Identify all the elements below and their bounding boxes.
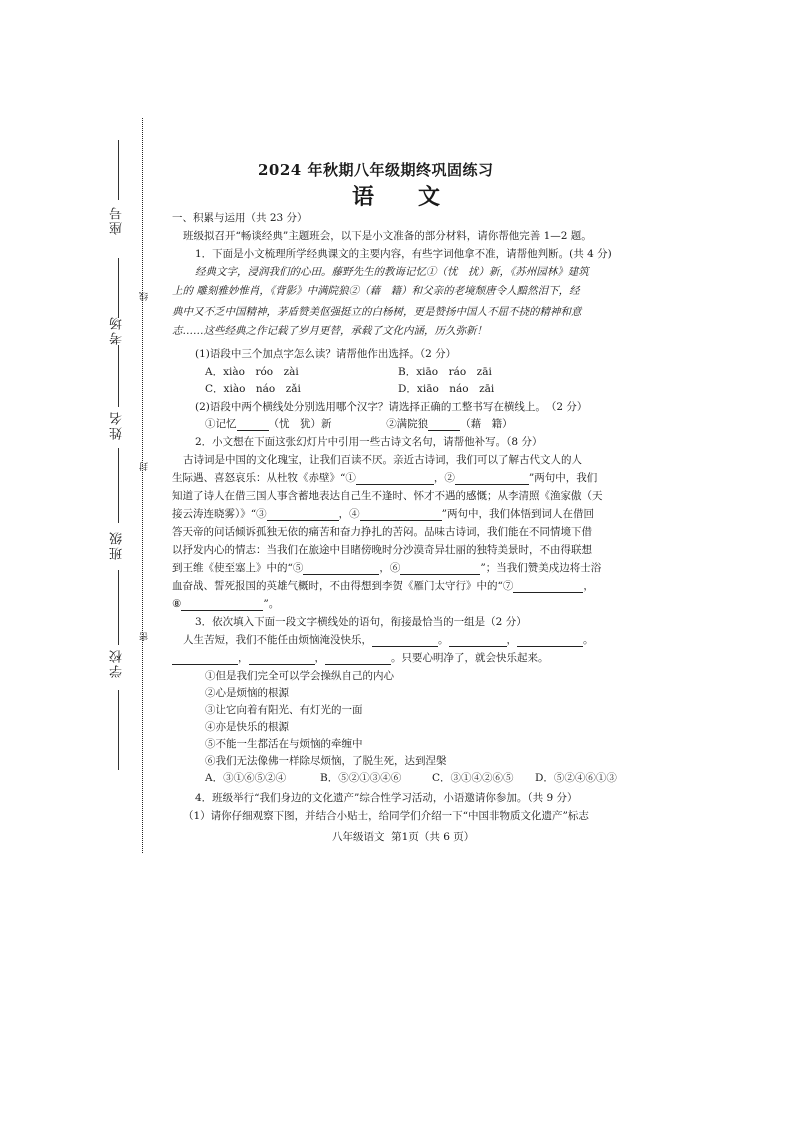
school-label: 学校 <box>110 648 125 678</box>
q1-sub1-stem: (1)语段中三个加点字怎么读？请帮他作出选择。（2 分） <box>195 348 457 360</box>
exam-room-field[interactable] <box>118 258 119 318</box>
q1-option-b[interactable]: B．xiāo ráo zāi <box>398 366 492 378</box>
q1-passage-line-2: 上的 雕刻雅妙惟肖，《背影》中满院狼②（藉 籍）和父亲的老境颓唐令人黯然泪下，经 <box>172 285 580 297</box>
q3-item-3: ③让它向着有阳光、有灯光的一面 <box>205 704 363 716</box>
school-field[interactable] <box>118 570 119 645</box>
q3-item-4: ④亦是快乐的根源 <box>205 721 289 733</box>
q3-blank-1[interactable] <box>372 635 438 647</box>
q2-line-2-text: 生际遇、喜怒哀乐：从杜牧《赤壁》“① <box>172 472 356 484</box>
q2-line-8-text: 血奋战、誓死报国的英雄气概时，不由得想到李贺《雁门太守行》中的“⑦ <box>172 580 514 592</box>
q1-passage-line-1: 经典文字，浸润我们的心田。藤野先生的教诲记忆①（忧 扰）新，《苏州园林》建筑 <box>195 266 589 278</box>
q3-lead-row: 人生苦短，我们不能任由烦恼淹没快乐， 。 ， 。 <box>183 634 594 646</box>
q3-item-6: ⑥我们无法像佛一样除尽烦恼，了脱生死，达到涅槃 <box>205 755 447 767</box>
name-label: 姓名 <box>110 410 125 440</box>
q2-stem: 2．小文想在下面这张幻灯片中引用一些古诗文名句，请帮他补写。（8 分） <box>195 436 543 448</box>
q2-sep-2: ，② <box>433 472 455 484</box>
q3-option-b[interactable]: B．⑤②①③④⑥ <box>320 772 402 784</box>
q2-blank-7[interactable] <box>513 581 583 593</box>
q1-fill2-hint: （藉 籍） <box>460 418 513 430</box>
q2-line-4-text: 接云涛连晓雾）》“③ <box>172 508 267 520</box>
q2-line-7-text: 到王维《使至塞上》中的“⑤ <box>172 562 304 574</box>
binding-dotted-line <box>142 118 144 853</box>
section-heading: 一、积累与运用（共 23 分） <box>172 212 308 224</box>
q2-blank-4[interactable] <box>360 509 442 521</box>
exam-title: 2024 年秋期八年级期终巩固练习 <box>258 161 494 179</box>
q3-option-d[interactable]: D．⑤②④⑥①③ <box>535 772 617 784</box>
q2-line-3: 知道了诗人在借三国人事含蓄地表达自己生不逢时、怀才不遇的感慨；从李清照《渔家傲（天 <box>172 490 603 502</box>
q2-line-2 <box>172 472 597 485</box>
q3-blank-6[interactable] <box>325 653 391 665</box>
q2-blank-5[interactable] <box>303 563 379 575</box>
q3-blank-3[interactable] <box>517 635 583 647</box>
q2-sep-4: ，④ <box>338 508 360 520</box>
q2-line-9-text: ⑧ <box>172 598 182 610</box>
q3-second-row: ， ， 。只要心明净了，就会快乐起来。 <box>172 652 549 665</box>
q1-fill2-blank[interactable] <box>428 419 460 431</box>
class-field[interactable] <box>118 448 119 523</box>
page-footer: 八年级语文 第1页（共 6 页） <box>332 831 475 843</box>
seal-mark-mi: 密 <box>140 632 150 641</box>
school-field-extension[interactable] <box>118 690 119 770</box>
q1-fill1-blank[interactable] <box>237 419 269 431</box>
q1-fill-row <box>205 418 513 431</box>
q2-line-8 <box>172 580 594 593</box>
exam-room-label: 考场 <box>110 315 125 345</box>
seal-mark-feng: 封 <box>140 462 150 471</box>
q2-blank-3[interactable] <box>267 509 339 521</box>
q3-blank-2[interactable] <box>449 635 507 647</box>
q3-tail: 。只要心明净了，就会快乐起来。 <box>391 652 549 664</box>
seat-number-field[interactable] <box>118 140 119 200</box>
q1-stem: 1．下面是小文梳理所学经典课文的主要内容，有些字词他拿不准，请帮他判断。(共 4 分) <box>195 248 612 260</box>
class-label: 班级 <box>110 530 125 560</box>
q2-end: ”。 <box>263 598 280 610</box>
q1-sub2-stem: (2)语段中两个横线处分别选用哪个汉字？请选择正确的工整书写在横线上。 （2 分） <box>195 401 588 413</box>
q2-blank-6[interactable] <box>400 563 480 575</box>
name-field[interactable] <box>118 345 119 407</box>
seal-mark-xian: 线 <box>140 292 150 301</box>
q2-line-5: 答天帝的问话倾诉孤独无依的痛苦和奋力挣扎的苦闷。品味古诗词，我们能在不同情境下借 <box>172 526 592 538</box>
q1-fill2-label: ②满院狼 <box>386 418 429 430</box>
q2-line-7 <box>172 562 601 575</box>
q2-blank-8[interactable] <box>181 599 263 611</box>
q1-passage-line-4: 志……这些经典之作记载了岁月更替，承载了文化内涵，历久弥新！ <box>172 325 487 337</box>
section-intro: 班级拟召开“畅谈经典”主题班会，以下是小文准备的部分材料，请你帮他完善 1—2 题。 <box>183 230 592 242</box>
q2-sep-6: ，⑥ <box>379 562 401 574</box>
q4-stem: 4．班级举行“我们身边的文化遗产”综合性学习活动，小语邀请你参加。（共 9 分） <box>195 792 578 804</box>
q1-fill1-label: ①记忆 <box>205 418 237 430</box>
q3-blank-4[interactable] <box>172 653 238 665</box>
q2-tail-1: ”两句中，我们 <box>528 472 598 484</box>
seat-number-label: 座号 <box>110 205 125 235</box>
q3-lead: 人生苦短，我们不能任由烦恼淹没快乐， <box>183 634 372 646</box>
q2-blank-1[interactable] <box>356 473 434 485</box>
q3-stem: 3．依次填入下面一段文字横线处的语句，衔接最恰当的一组是（2 分） <box>195 616 527 628</box>
q2-line-6: 以抒发内心的情志：当我们在旅途中目睹傍晚时分沙漠奇异壮丽的独特美景时，不由得联想 <box>172 544 592 556</box>
q3-item-2: ②心是烦恼的根源 <box>205 687 289 699</box>
q1-option-a[interactable]: A．xiào róo zài <box>205 366 299 378</box>
subject-title: 语 文 <box>352 184 441 210</box>
q1-fill1-hint: （忧 犹）新 <box>268 418 332 430</box>
q2-tail-5: ”；当我们赞美戍边将士浴 <box>480 562 602 574</box>
q3-option-c[interactable]: C．③①④②⑥⑤ <box>432 772 514 784</box>
q2-line-1: 古诗词是中国的文化瑰宝，让我们百读不厌。亲近古诗词，我们可以了解古代文人的人 <box>183 454 582 466</box>
q2-line-4 <box>172 508 594 521</box>
q2-tail-3: ”两句中，我们体悟到词人在借回 <box>441 508 594 520</box>
q3-item-5: ⑤不能一生都活在与烦恼的牵缠中 <box>205 738 363 750</box>
q3-blank-5[interactable] <box>249 653 315 665</box>
q3-item-1: ①但是我们完全可以学会操纵自己的内心 <box>205 670 394 682</box>
q2-blank-2[interactable] <box>455 473 529 485</box>
q3-option-a[interactable]: A．③①⑥⑤②④ <box>205 772 287 784</box>
q2-sep-8: ， <box>583 580 594 592</box>
q1-option-d[interactable]: D．xiāo náo zāi <box>398 383 495 395</box>
q4-sub1: （1）请你仔细观察下图，并结合小贴士，给同学们介绍一下“中国非物质文化遗产”标志 <box>183 810 589 822</box>
q2-line-9 <box>172 598 279 611</box>
q1-passage-line-3: 典中又不乏中国精神，茅盾赞美伛强挺立的白杨树，更是赞扬中国人不屈不挠的精神和意 <box>172 306 582 318</box>
q1-option-c[interactable]: C．xiào náo zǎi <box>205 383 301 395</box>
